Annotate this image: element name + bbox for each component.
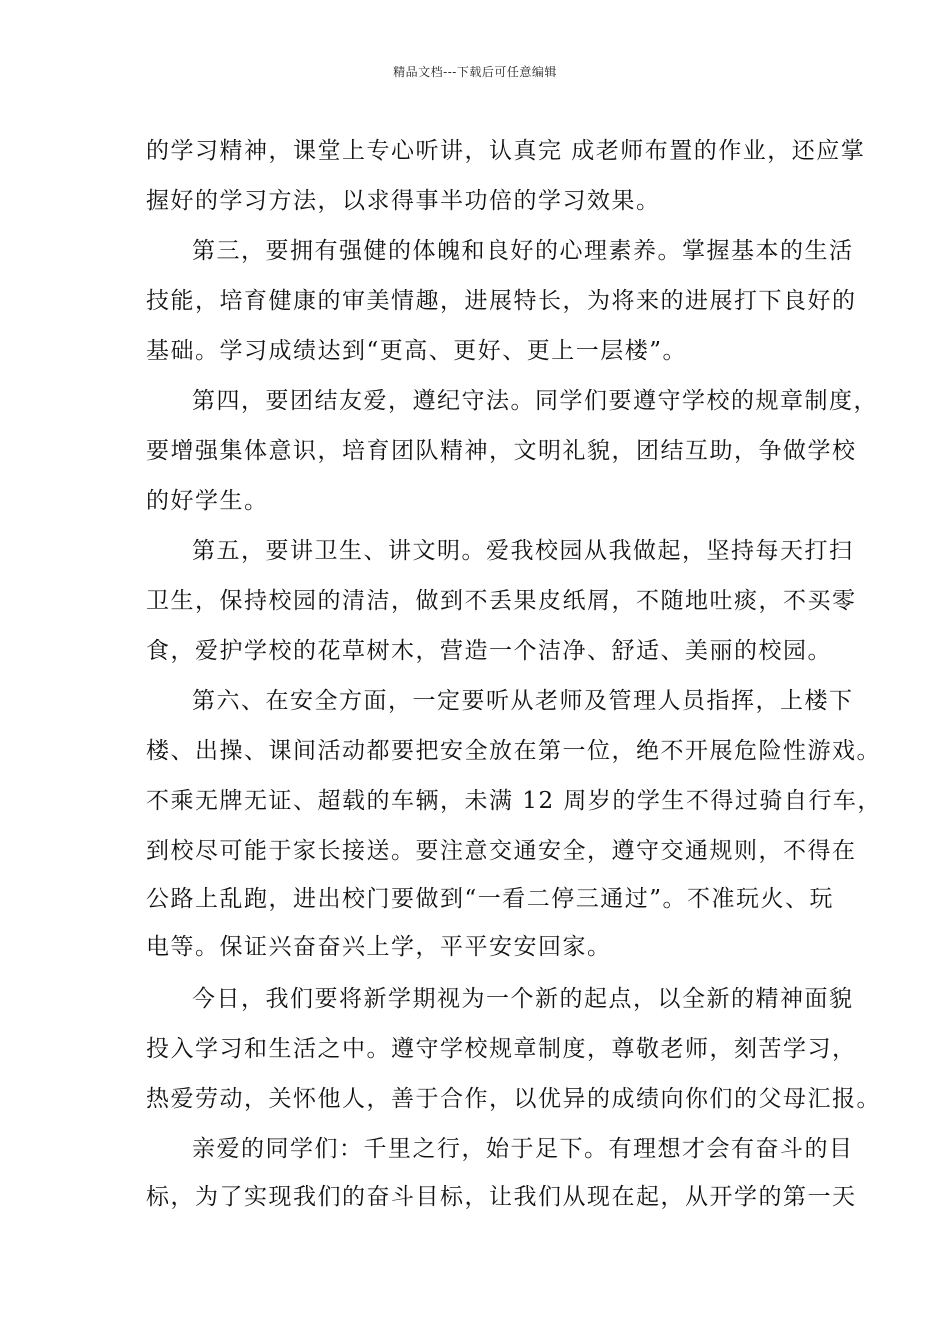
text-line: 电等。保证兴奋奋兴上学，平平安安回家。: [146, 934, 612, 960]
text-line: 公路上乱跑，进出校门要做到“一看二停三通过”。不准玩火、玩: [146, 886, 835, 912]
text-line: 的好学生。: [146, 488, 269, 514]
paragraph-start-line: 第四，要团结友爱，遵纪守法。同学们要遵守学校的规章制度，: [192, 388, 878, 414]
text-line: 不乘无牌无证、超载的车辆，未满 12 周岁的学生不得过骑自行车，: [146, 788, 882, 814]
paragraph-start-line: 第五，要讲卫生、讲文明。爱我校园从我做起，坚持每天打扫: [192, 538, 854, 564]
text-line: 技能，培育健康的审美情趣，进展特长，为将来的进展打下良好的: [146, 288, 857, 314]
text-line: 卫生，保持校园的清洁，做到不丢果皮纸屑，不随地吐痰，不买零: [146, 588, 857, 614]
text-line: 楼、出操、课间活动都要把安全放在第一位，绝不开展危险性游戏。: [146, 738, 881, 764]
text-line: 标，为了实现我们的奋斗目标，让我们从现在起，从开学的第一天: [146, 1184, 857, 1210]
text-line: 基础。学习成绩达到“更高、更好、更上一层楼”。: [146, 338, 688, 364]
text-line: 投入学习和生活之中。遵守学校规章制度，尊敬老师，刻苦学习，: [146, 1036, 857, 1062]
text-line: 到校尽可能于家长接送。要注意交通安全，遵守交通规则，不得在: [146, 838, 857, 864]
paragraph-start-line: 第六、在安全方面，一定要听从老师及管理人员指挥，上楼下: [192, 688, 854, 714]
paragraph-start-line: 今日，我们要将新学期视为一个新的起点，以全新的精神面貌: [192, 986, 854, 1012]
text-line: 的学习精神，课堂上专心听讲，认真完 成老师布置的作业，还应掌: [146, 138, 866, 164]
paragraph-start-line: 第三，要拥有强健的体魄和良好的心理素养。掌握基本的生活: [192, 238, 854, 264]
paragraph-start-line: 亲爱的同学们：千里之行，始于足下。有理想才会有奋斗的目: [192, 1136, 854, 1162]
text-line: 要增强集体意识，培育团队精神，文明礼貌，团结互助，争做学校: [146, 438, 857, 464]
page-header: 精品文档---下载后可任意编辑: [393, 65, 557, 79]
text-line: 热爱劳动，关怀他人，善于合作，以优异的成绩向你们的父母汇报。: [146, 1086, 881, 1112]
text-line: 食，爱护学校的花草树木，营造一个洁净、舒适、美丽的校园。: [146, 638, 832, 664]
text-line: 握好的学习方法，以求得事半功倍的学习效果。: [146, 188, 661, 214]
